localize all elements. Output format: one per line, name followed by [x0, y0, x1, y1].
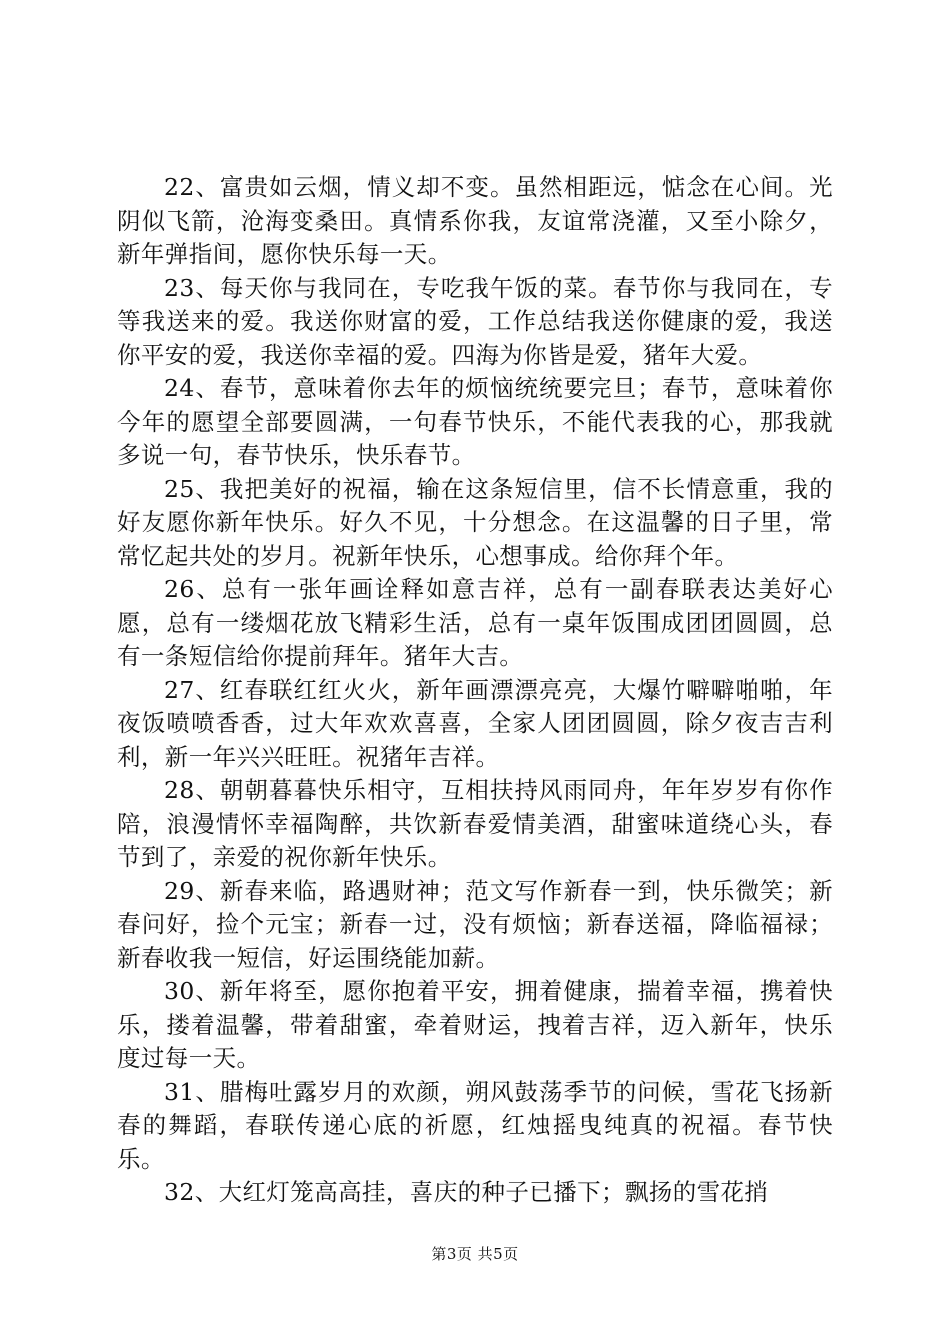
paragraph-30: 30、新年将至，愿你抱着平安，拥着健康，揣着幸福，携着快乐，搂着温馨，带着甜蜜，牵着财运，拽着吉祥，迈入新年，快乐度过每一天。 [117, 977, 833, 1072]
paragraph-23: 23、每天你与我同在，专吃我午饭的菜。春节你与我同在，专等我送来的爱。我送你财富的爱，工作总结我送你健康的爱，我送你平安的爱，我送你幸福的爱。四海为你皆是爱，猪年大爱。 [117, 273, 833, 369]
paragraph-28: 28、朝朝暮暮快乐相守，互相扶持风雨同舟，年年岁岁有你作陪，浪漫情怀幸福陶醉，共饮新春爱情美酒，甜蜜味道绕心头，春节到了，亲爱的祝你新年快乐。 [117, 776, 833, 871]
page-footer: 第3页 共5页 [431, 1245, 519, 1263]
paragraph-26: 26、总有一张年画诠释如意吉祥，总有一副春联表达美好心愿，总有一缕烟花放飞精彩生活，总有一桌年饭围成团团圆圆，总有一条短信给你提前拜年。猪年大吉。 [117, 575, 833, 670]
paragraph-31: 31、腊梅吐露岁月的欢颜，朔风鼓荡季节的问候，雪花飞扬新春的舞蹈，春联传递心底的祈愿，红烛摇曳纯真的祝福。春节快乐。 [117, 1077, 833, 1173]
paragraph-27: 27、红春联红红火火，新年画漂漂亮亮，大爆竹噼噼啪啪，年夜饭喷喷香香，过大年欢欢喜喜，全家人团团圆圆，除夕夜吉吉利利，新一年兴兴旺旺。祝猪年吉祥。 [117, 675, 833, 771]
paragraph-22: 22、富贵如云烟，情义却不变。虽然相距远，惦念在心间。光阴似飞箭，沧海变桑田。真情系你我，友谊常浇灌，又至小除夕，新年弹指间，愿你快乐每一天。 [117, 173, 833, 268]
paragraph-25: 25、我把美好的祝福，输在这条短信里，信不长情意重，我的好友愿你新年快乐。好久不见，十分想念。在这温馨的日子里，常常忆起共处的岁月。祝新年快乐，心想事成。给你拜个年。 [117, 474, 833, 570]
document-body [117, 171, 833, 1210]
paragraph-29: 29、新春来临，路遇财神；范文写作新春一到，快乐微笑；新春问好，捡个元宝；新春一过，没有烦恼；新春送福，降临福禄；新春收我一短信，好运围绕能加薪。 [117, 876, 833, 972]
paragraph-32: 32、大红灯笼高高挂，喜庆的种子已播下；飘扬的雪花捎 [164, 1178, 769, 1206]
paragraph-24: 24、春节，意味着你去年的烦恼统统要完旦；春节，意味着你今年的愿望全部要圆满，一句春节快乐，不能代表我的心，那我就多说一句，春节快乐，快乐春节。 [117, 374, 833, 469]
